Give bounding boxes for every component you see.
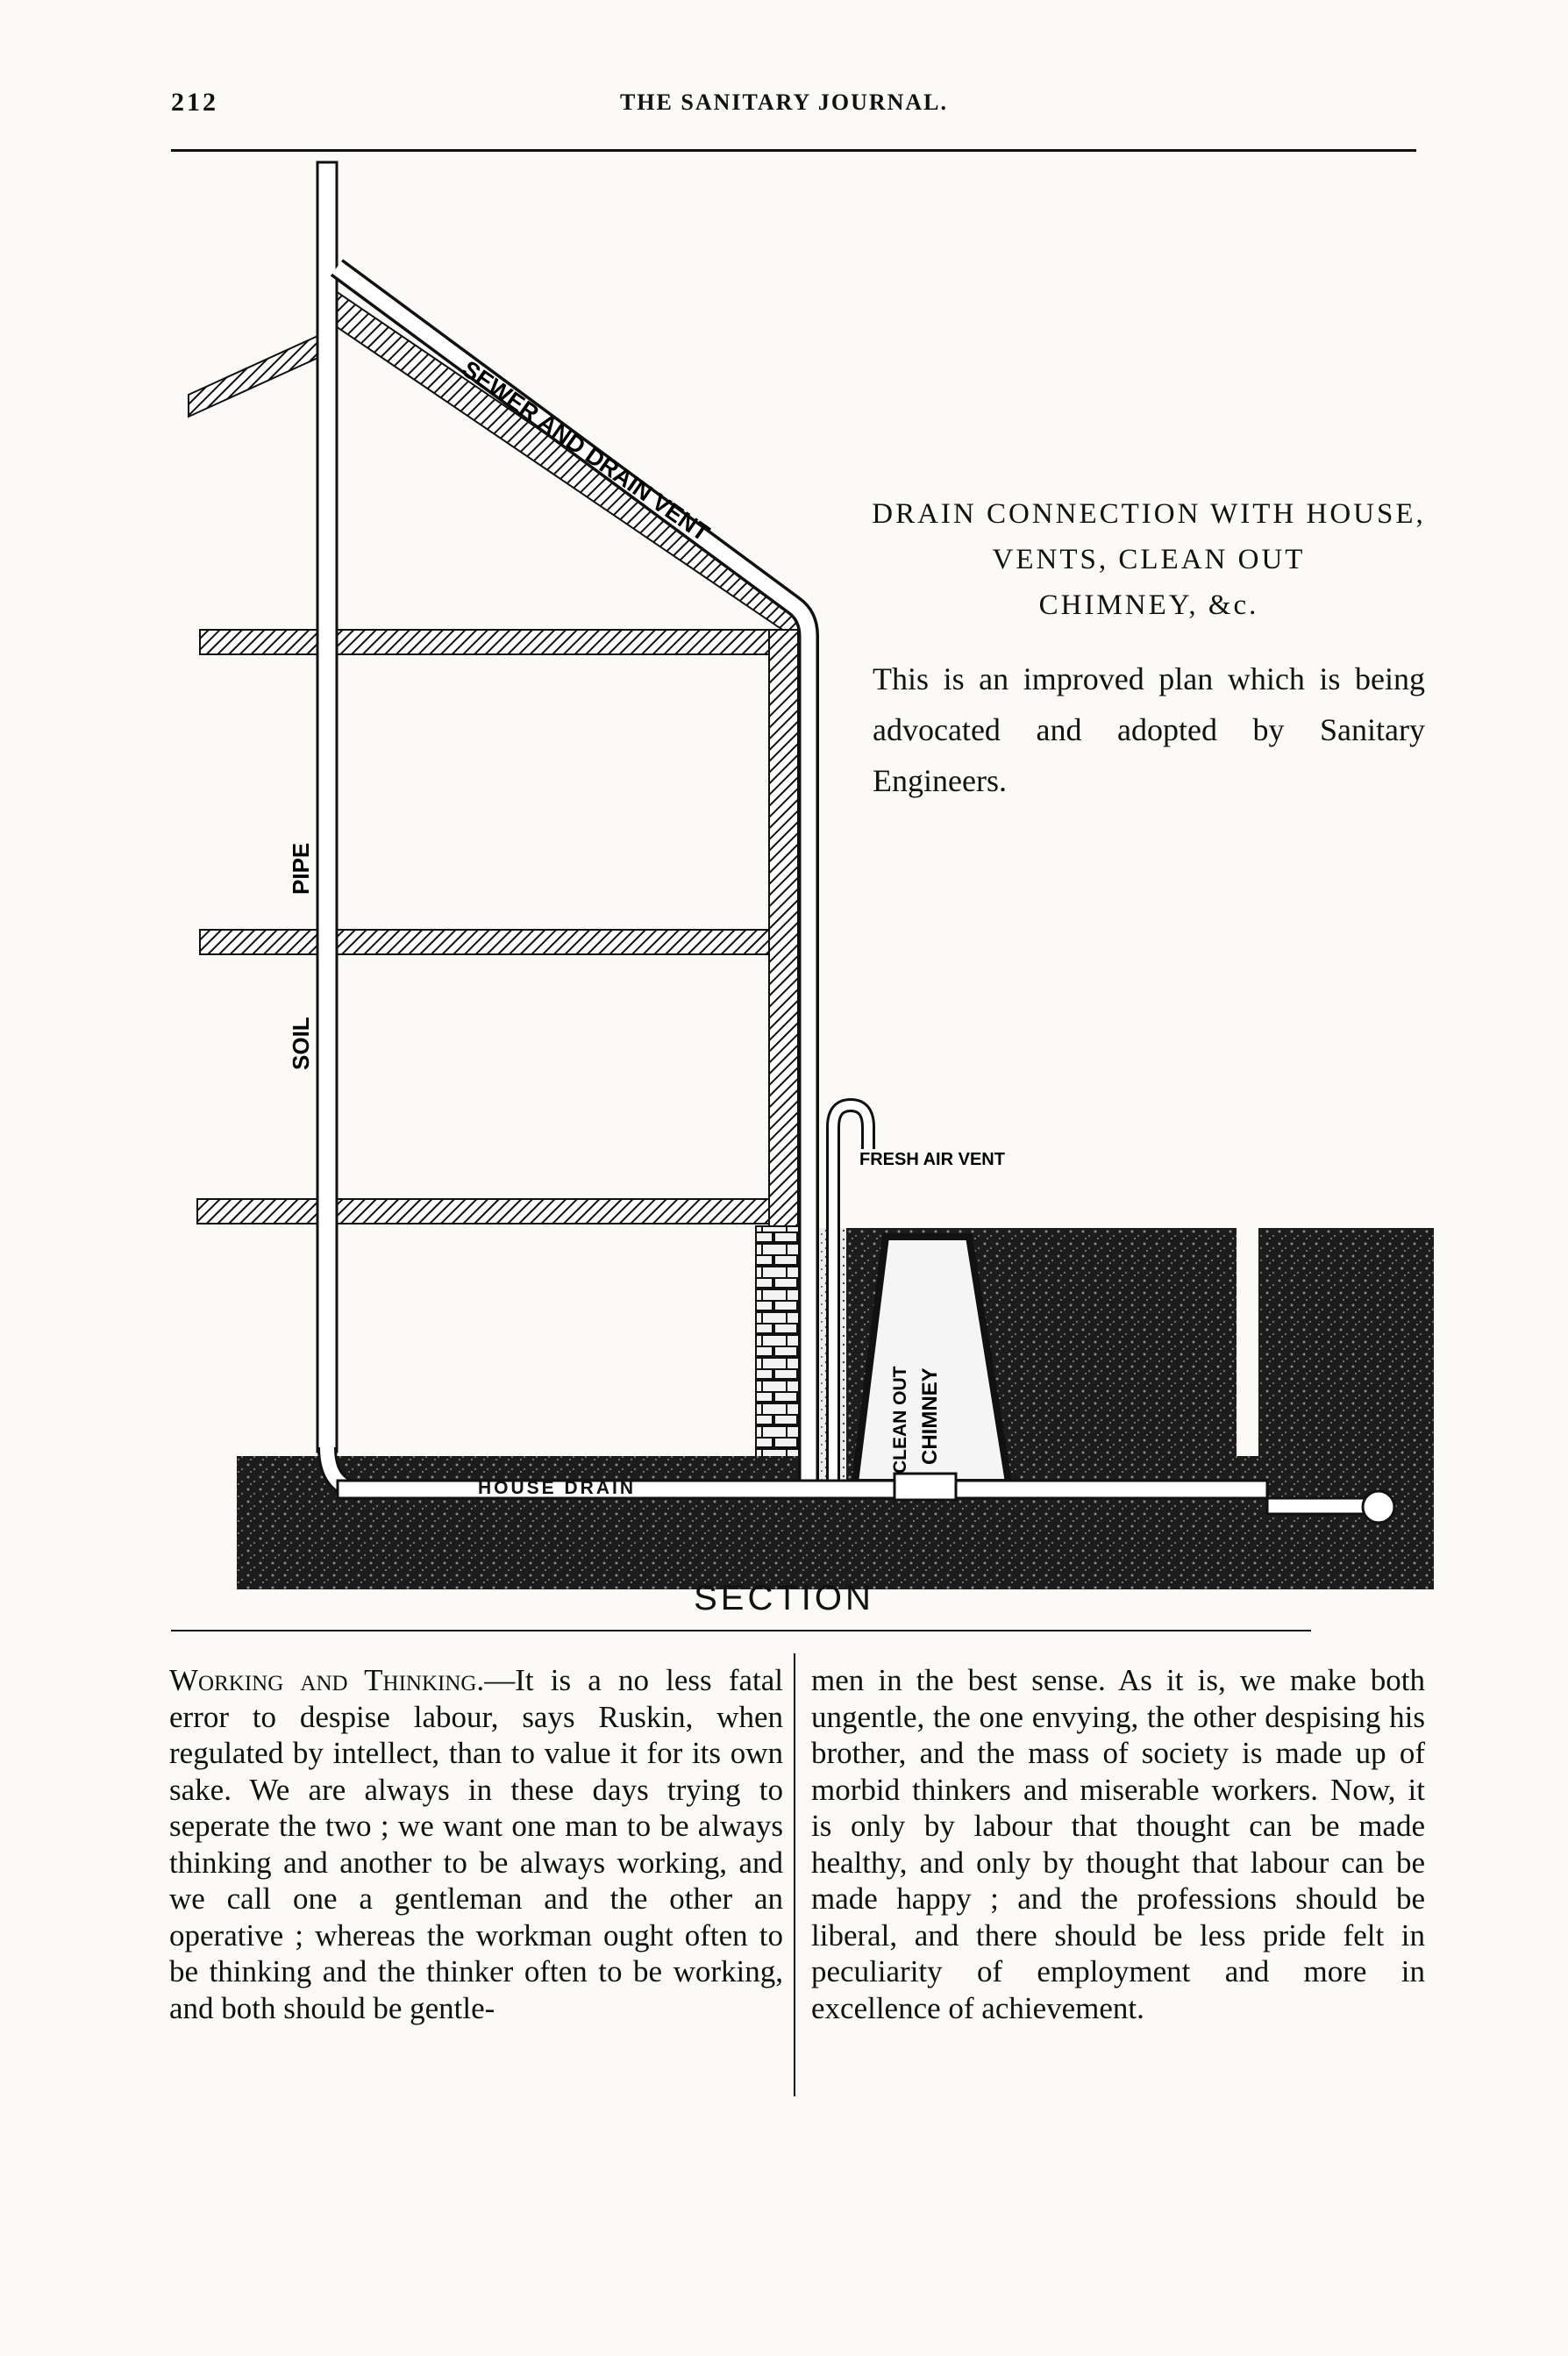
label-house-drain: HOUSE DRAIN (478, 1478, 637, 1498)
label-sewer-vent: SEWER AND DRAIN VENT (457, 355, 715, 546)
roof-left (189, 329, 333, 417)
caption-line: VENTS, CLEAN OUT (992, 544, 1306, 575)
outer-wall (769, 630, 798, 1226)
floor-top (200, 630, 798, 654)
section-label: SECTION (694, 1579, 874, 1617)
caption-line: DRAIN CONNECTION WITH HOUSE, (872, 498, 1426, 530)
article-right-column (811, 1662, 1425, 2026)
floor-middle (200, 930, 798, 954)
article-title: Working and Thinking. (169, 1663, 485, 1697)
figure-caption (868, 491, 1429, 628)
label-soil: SOIL (288, 1017, 314, 1070)
ground-street (1258, 1228, 1434, 1589)
label-clean-out: CLEAN OUT (890, 1366, 910, 1474)
floor-lower (197, 1199, 798, 1224)
sewer-main (1363, 1491, 1394, 1523)
label-fresh-air-vent: FRESH AIR VENT (859, 1150, 1005, 1169)
soil-pipe (317, 162, 337, 1452)
label-chimney: CHIMNEY (918, 1367, 942, 1465)
article-right-body: men in the best sense. As it is, we make both ungentle, the one envying, the other despising his brother, and the mass of society is made up of morbid thinkers and miserable workers. Now, it is only by labour that thought can be made healthy, and only by thought that labour can be made happy ; and the professions should be liberal, and there should be less pride felt in peculiarity of employment and more in excellence of achievement. (811, 1663, 1425, 2025)
label-pipe: PIPE (288, 842, 314, 895)
section-rule (171, 1630, 1311, 1631)
article-left-body: —It is a no less fatal error to despise labour, says Ruskin, when regulated by intellect, than to value it for its own sake. We are always in these days trying to seperate the two ; we want one man to be always thinking and another to be always working, and we call one a gentleman and the other an operative ; whereas the workman ought often to be thinking and the thinker often to be working, and both should be gentle- (169, 1663, 783, 2025)
page-number: 212 (171, 88, 218, 117)
running-head: THE SANITARY JOURNAL. (619, 89, 949, 115)
house-drain (338, 1481, 1267, 1498)
article-left-column (169, 1662, 783, 2026)
column-divider (794, 1653, 795, 2096)
figure-description: This is an improved plan which is being advocated and adopted by Sanitary Engineers. (873, 661, 1425, 798)
roof-main (333, 289, 798, 640)
clean-out-trap (894, 1474, 956, 1500)
caption-line: CHIMNEY, &c. (1038, 589, 1259, 621)
